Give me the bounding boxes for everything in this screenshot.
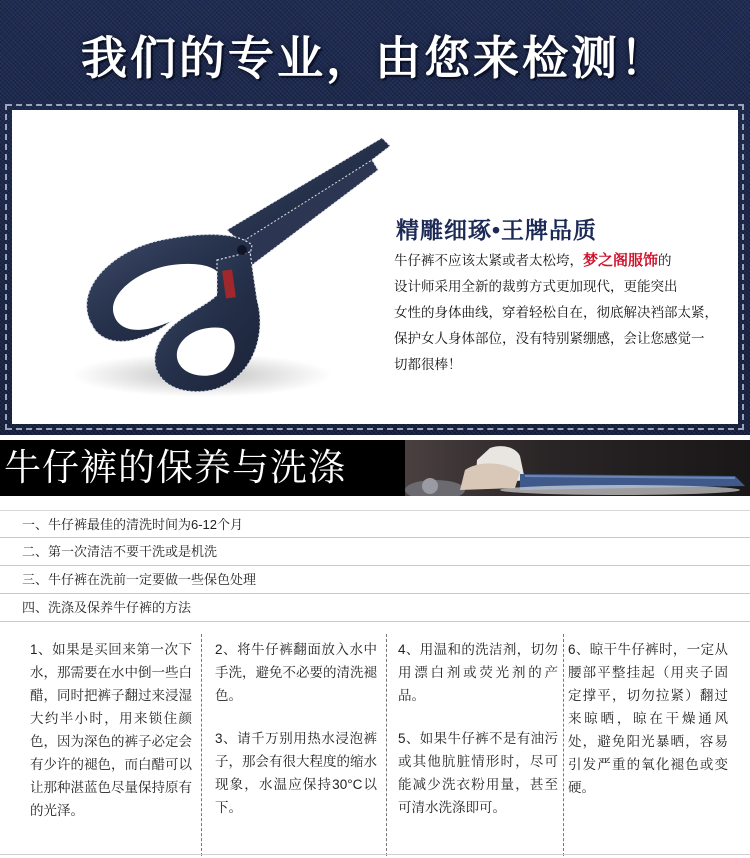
stitch-line	[742, 104, 744, 430]
quality-heading: 精雕细琢•王牌品质	[396, 217, 598, 243]
list-item: 四、洗涤及保养牛仔裤的方法	[0, 594, 750, 622]
list-item: 二、第一次清洁不要干洗或是机洗	[0, 538, 750, 566]
quality-line-5: 切都很棒！	[394, 357, 462, 372]
tip-column-4	[568, 638, 728, 858]
column-divider	[386, 634, 387, 856]
product-showcase	[12, 110, 738, 424]
denim-scissors-image	[52, 120, 402, 410]
banner-title: 我们的专业，由您来检测！	[81, 31, 669, 85]
tip-column-1	[30, 638, 192, 858]
tip-1: 1、如果是买回来第一次下水，那需要在水中倒一些白醋，同时把裤子翻过来浸湿大约半小时，用来锁住颜色，因为深色的裤子必定会有少许的褪色，而白醋可以让那种湛蓝色尽量保持原有的光泽。	[30, 642, 192, 818]
brand-name: 梦之阁服饰	[583, 252, 659, 269]
quality-description	[394, 248, 734, 378]
tip-5: 5、如果牛仔裤不是有油污或其他肮脏情形时，尽可能减少洗衣粉用量，甚至可清水洗涤即可。	[398, 731, 558, 815]
tip-3: 3、请千万别用热水浸泡裤子，那会有很大程度的缩水现象，水温应保持30°C以下。	[215, 731, 377, 815]
stitch-line	[5, 104, 7, 430]
stitch-line	[6, 104, 744, 106]
tip-6: 6、晾干牛仔裤时，一定从腰部平整挂起（用夹子固定撑平，切勿拉紧）翻过来晾晒，晾在干燥通风处，避免阳光暴晒，容易引发严重的氧化褪色或变硬。	[568, 642, 728, 795]
column-divider	[563, 634, 564, 856]
quality-line-2: 设计师采用全新的裁剪方式更加现代，更能突出	[394, 279, 678, 294]
care-section-title: 牛仔裤的保养与洗涤	[0, 440, 405, 496]
quality-line-1	[394, 248, 734, 274]
care-list	[0, 510, 750, 622]
model-photo-image	[405, 440, 750, 496]
quality-line-1-prefix: 牛仔裤不应该太紧或者太松垮，	[394, 253, 583, 268]
model-photo	[405, 440, 750, 496]
quality-line-3: 女性的身体曲线，穿着轻松自在，彻底解决裆部太紧，	[394, 305, 718, 320]
quality-line-1-suffix: 的	[658, 253, 672, 268]
bottom-divider	[0, 854, 750, 855]
washing-tips	[0, 630, 750, 858]
tip-2: 2、将牛仔裤翻面放入水中手洗，避免不必要的清洗褪色。	[215, 642, 377, 703]
quality-line-4: 保护女人身体部位，没有特别紧绷感，会让您感觉一	[394, 331, 705, 346]
list-item: 三、牛仔裤在洗前一定要做一些保色处理	[0, 566, 750, 594]
tip-4: 4、用温和的洗洁剂，切勿用漂白剂或荧光剂的产品。	[398, 642, 558, 703]
tip-column-3	[398, 638, 558, 858]
column-divider	[201, 634, 202, 856]
stitch-line	[6, 428, 744, 430]
tip-column-2	[215, 638, 377, 858]
list-item: 一、牛仔裤最佳的清洗时间为6-12个月	[0, 510, 750, 538]
